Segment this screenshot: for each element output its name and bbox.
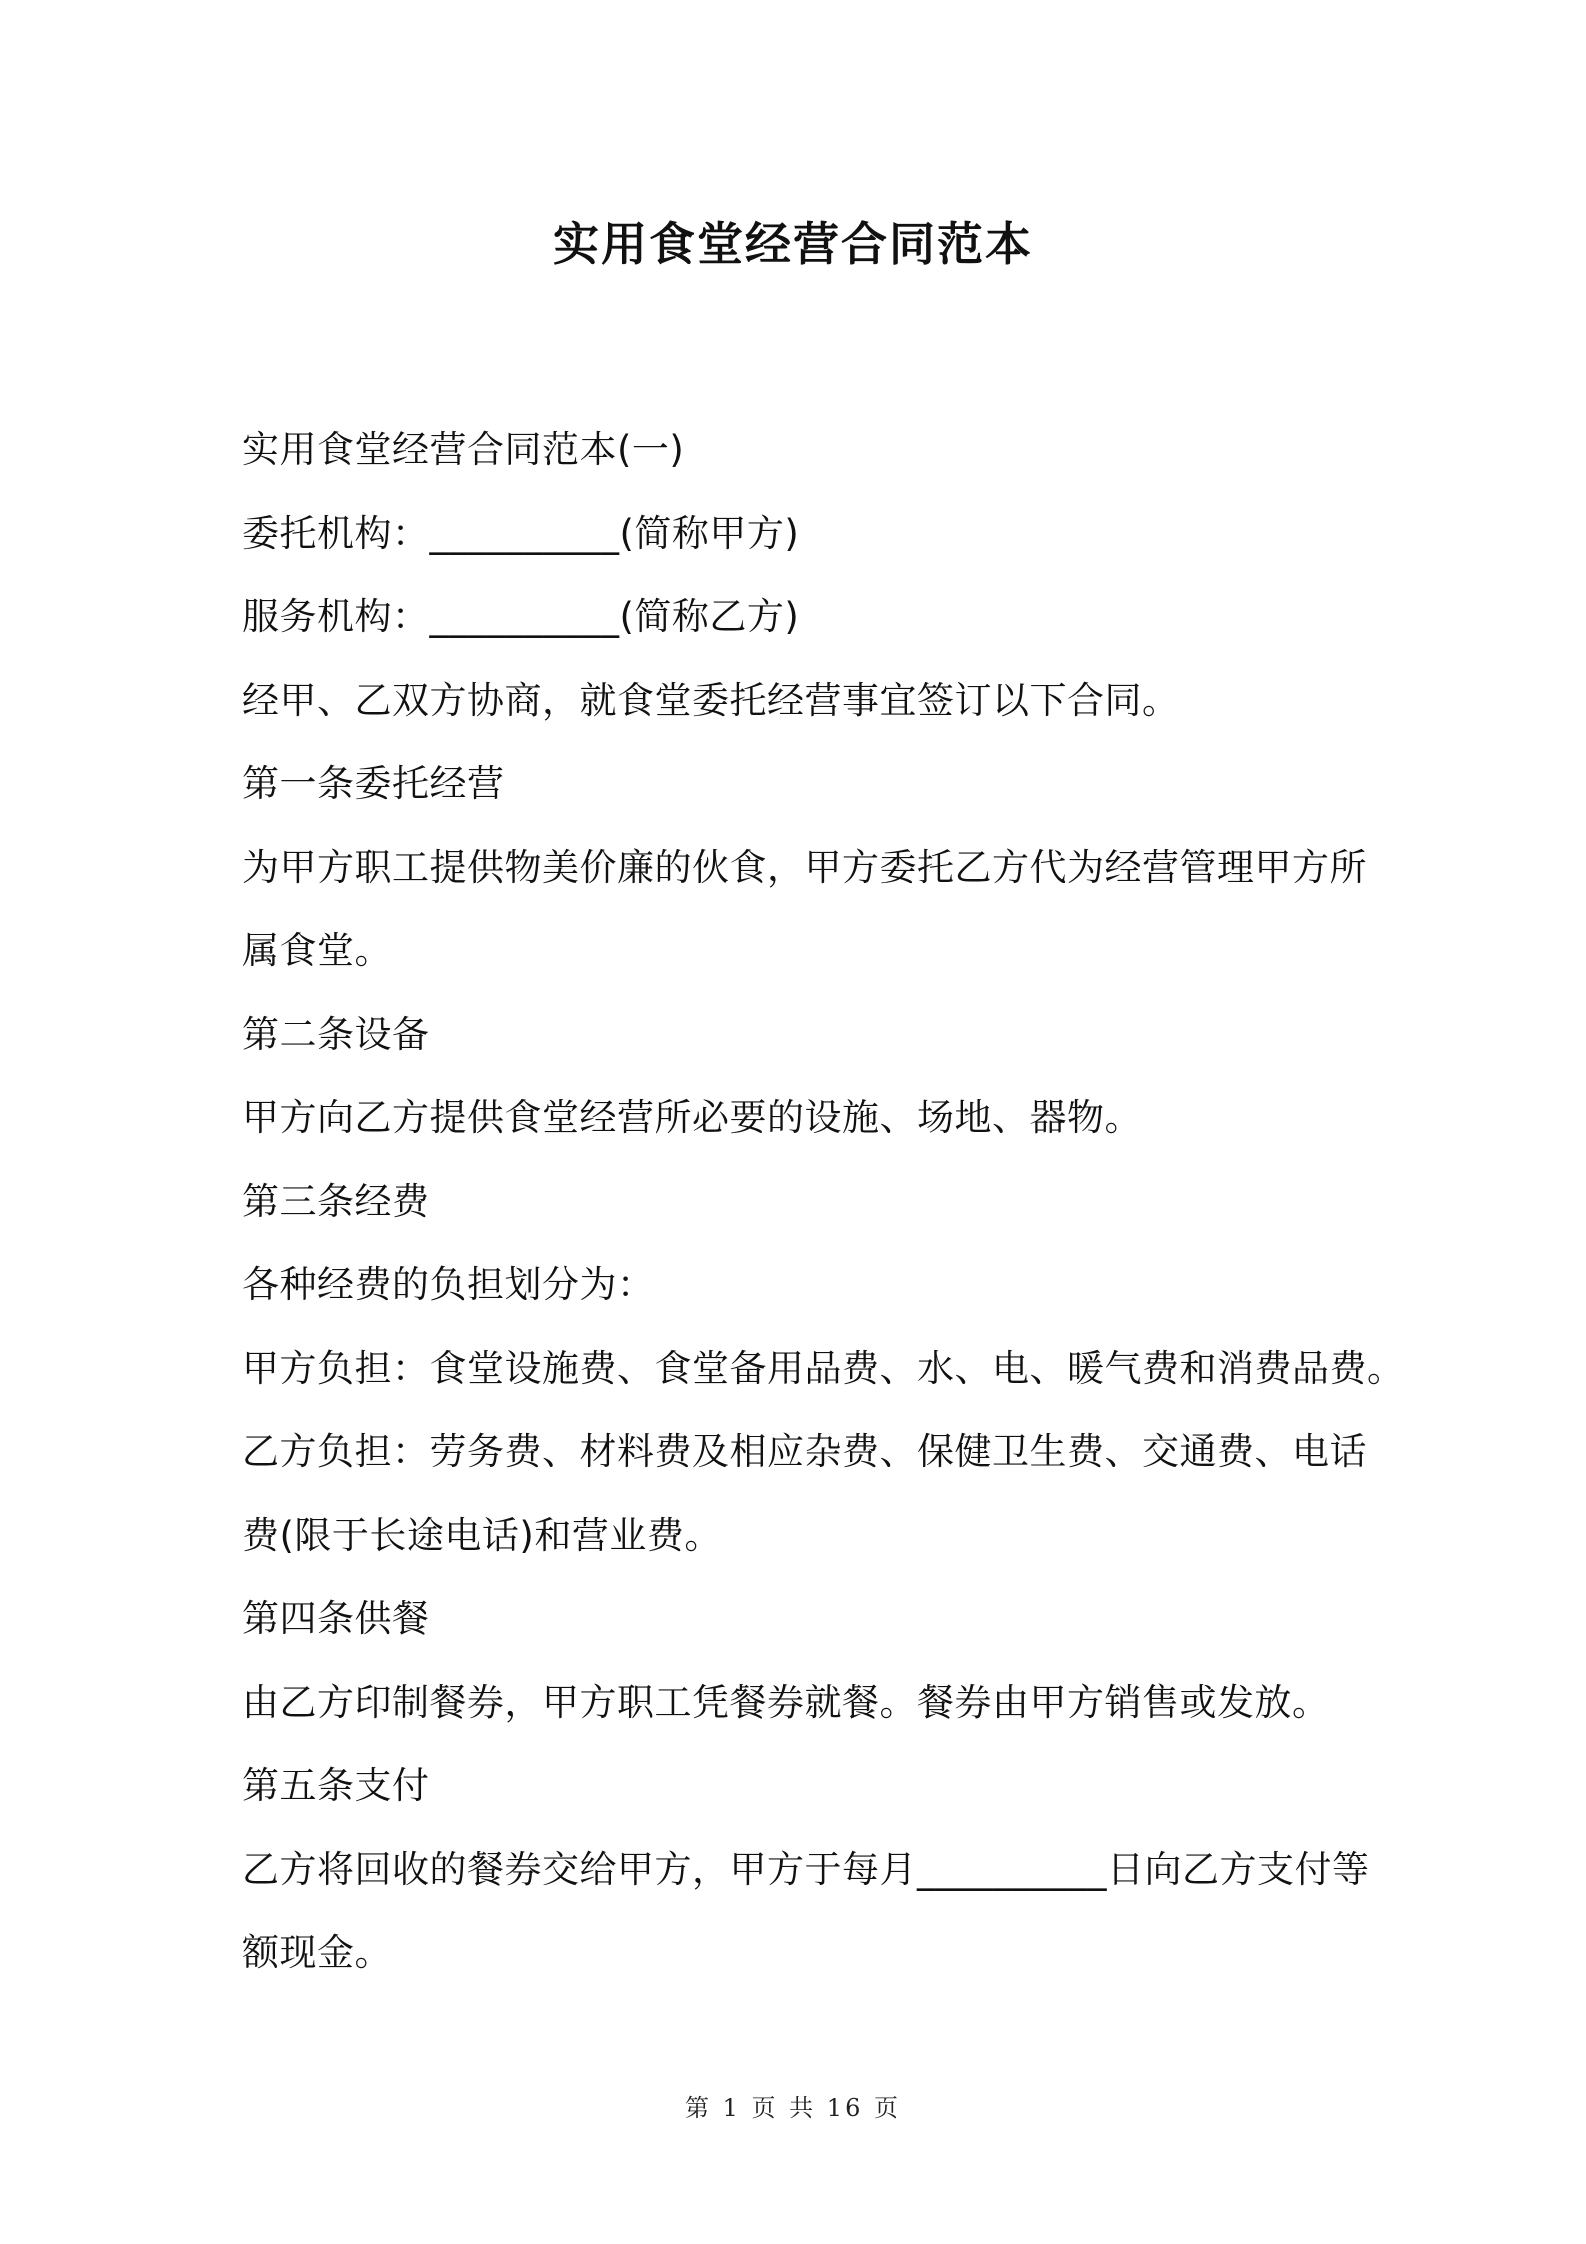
page-number-footer: 第 1 页 共 16 页 [685, 2094, 901, 2122]
article-1-text-line-1: 为甲方职工提供物美价廉的伙食，甲方委托乙方代为经营管理甲方所 [242, 845, 1367, 889]
preamble-line: 经甲、乙双方协商，就食堂委托经营事宜签订以下合同。 [242, 678, 1180, 722]
article-3-party-a: 甲方负担：食堂设施费、食堂备用品费、水、电、暖气费和消费品费。 [242, 1346, 1405, 1390]
document-title: 实用食堂经营合同范本 [553, 217, 1033, 271]
article-2-heading: 第二条设备 [242, 1012, 430, 1056]
article-4-heading: 第四条供餐 [242, 1597, 430, 1640]
article-5-text-line-1: 乙方将回收的餐券交给甲方，甲方于每月__________日向乙方支付等 [242, 1847, 1370, 1891]
article-2-text: 甲方向乙方提供食堂经营所必要的设施、场地、器物。 [242, 1096, 1142, 1139]
article-5-text-line-2: 额现金。 [242, 1931, 392, 1974]
article-3-heading: 第三条经费 [242, 1179, 430, 1223]
article-4-text: 由乙方印制餐券，甲方职工凭餐券就餐。餐券由甲方销售或发放。 [242, 1680, 1330, 1724]
party-a-line: 委托机构：__________(简称甲方) [242, 511, 800, 555]
article-3-party-b-line-1: 乙方负担：劳务费、材料费及相应杂费、保健卫生费、交通费、电话 [242, 1430, 1367, 1473]
article-1-heading: 第一条委托经营 [242, 762, 505, 805]
article-5-heading: 第五条支付 [242, 1764, 430, 1807]
document-body [242, 408, 1405, 1995]
party-b-line: 服务机构：__________(简称乙方) [242, 595, 800, 638]
article-3-party-b-line-2: 费(限于长途电话)和营业费。 [242, 1513, 722, 1557]
article-1-text-line-2: 属食堂。 [242, 929, 392, 972]
article-3-intro: 各种经费的负担划分为： [242, 1263, 655, 1306]
section-heading-one: 实用食堂经营合同范本(一) [242, 428, 685, 471]
